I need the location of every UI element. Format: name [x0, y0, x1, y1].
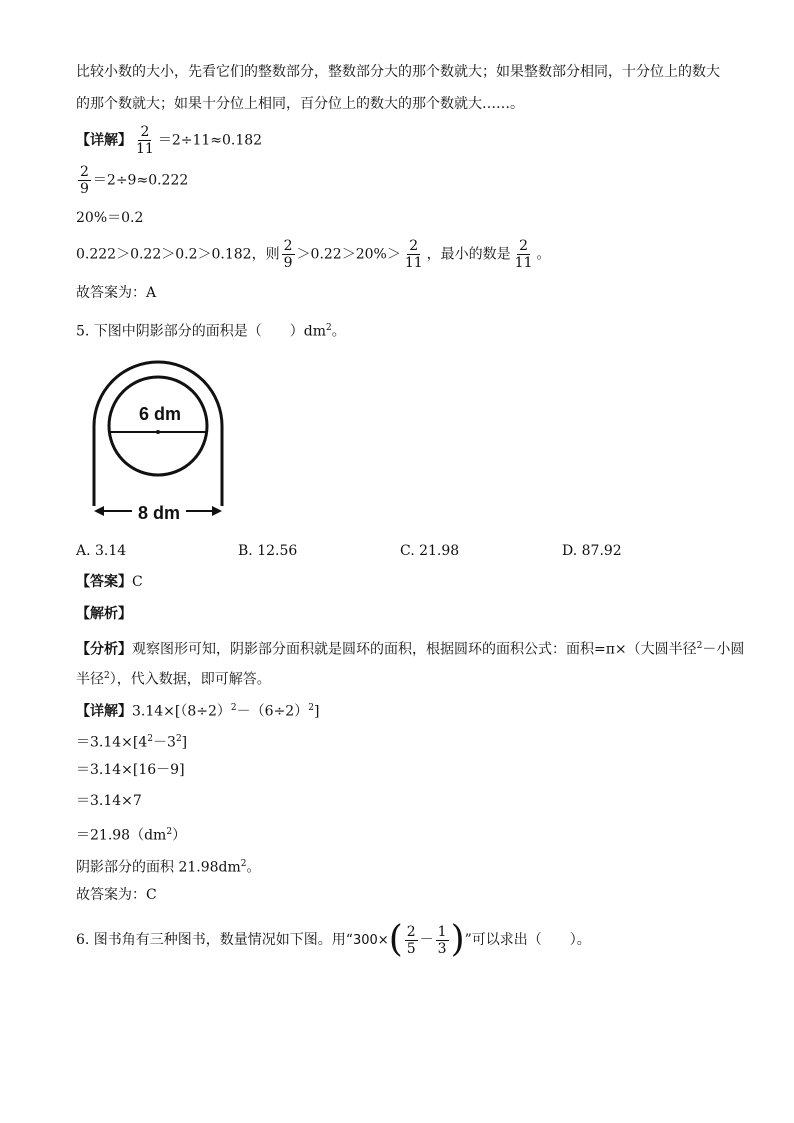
option-c: C. 21.98 [400, 543, 460, 559]
q5-detail-step-3: ＝3.14×[16－9] [76, 762, 185, 778]
q5-detail-step-1: 【详解】$3.14\times[(8\div 2)^2-(6\div 2)^2]$ [76, 703, 320, 720]
intro-line-1: 比较小数的大小，先看它们的整数部分，整数部分大的那个数就大；如果整数部分相同，十分位上的数大 [76, 64, 720, 80]
arrow-right-icon [212, 506, 222, 516]
annulus-figure [88, 358, 234, 524]
q4-percent-line: 20%＝0.2 [76, 210, 144, 226]
inner-circle [109, 377, 207, 475]
option-a: A. 3.14 [76, 543, 127, 559]
left-paren: ( [388, 919, 403, 960]
q5-detail-step-5: $=21.98(dm^2)$ [76, 827, 187, 844]
fraction: $\frac{2}{11}$ [404, 238, 423, 271]
fraction: $\frac{2}{11}$ [136, 124, 154, 157]
outer-label: 8 dm [137, 503, 181, 523]
fraction: $\frac{1}{3}$ [437, 923, 447, 957]
q5-analysis-line-2: 半径$^2$），代入数据，即可解答。 [76, 671, 271, 688]
q5-analysis-line-1: 【分析】观察图形可知，阴影部分面积就是圆环的面积，根据圆环的面积公式：面积=π×（大圆半径$^2$－小圆 [76, 641, 745, 658]
q4-detail-line-1: 【详解】 $\frac{2}{11}$ ＝2÷11≈0.182 [76, 124, 263, 157]
inner-label: 6 dm [138, 404, 182, 424]
option-b: B. 12.56 [238, 543, 298, 559]
q6-question: 6. 图书角有三种图书，数量情况如下图。用“300×( $\frac{2}{5}$ － $\frac{1}{3}$ )”可以求出（ ）。 [76, 919, 591, 960]
option-d: D. 87.92 [562, 543, 622, 559]
q5-final-answer: 故答案为：C [76, 887, 157, 903]
q4-detail-line-2: $\frac{2}{9}$ ＝2÷9≈0.222 [80, 164, 189, 197]
q5-question: 5. 下图中阴影部分的面积是（ ）$dm^2$。 [76, 323, 346, 340]
right-paren: ) [450, 919, 465, 960]
fraction: $\frac{2}{9}$ [283, 238, 293, 271]
intro-line-2: 的那个数就大；如果十分位上相同，百分位上的数大的那个数就大……。 [76, 96, 524, 112]
q5-detail-step-2: $=3.14\times[4^2-3^2]$ [76, 734, 188, 751]
arrow-left-icon [94, 506, 104, 516]
q5-conclusion: 阴影部分的面积 $21.98dm^2$。 [76, 859, 261, 876]
fraction: $\frac{2}{5}$ [406, 923, 416, 957]
q5-detail-step-4: ＝3.14×7 [76, 793, 142, 809]
q4-answer: 故答案为：A [76, 285, 157, 301]
fraction: $\frac{2}{11}$ [514, 238, 533, 271]
detail-label: 【详解】 [76, 132, 132, 149]
fraction: $\frac{2}{9}$ [80, 164, 89, 197]
q5-analysis-label: 【解析】 [76, 606, 132, 622]
q4-compare-line: 0.222＞0.22＞0.2＞0.182，则 $\frac{2}{9}$ ＞0.22＞20%＞ $\frac{2}{11}$ ，最小的数是 $\frac{2}{11}$ 。 [76, 238, 551, 271]
q5-answer: 【答案】C [76, 574, 143, 590]
